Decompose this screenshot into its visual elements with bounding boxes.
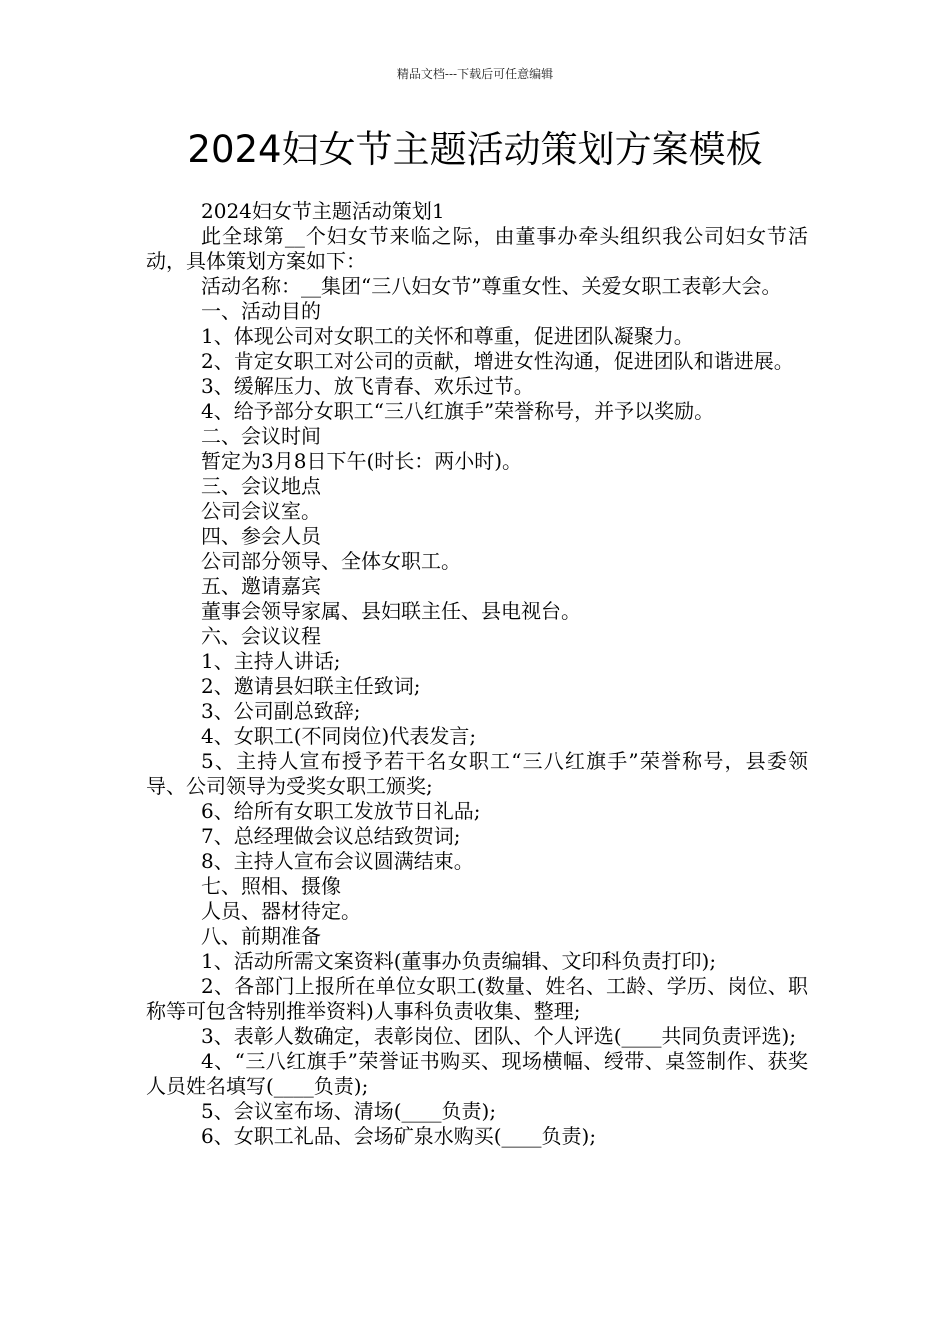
paragraph: 3、表彰人数确定，表彰岗位、团队、个人评选(____共同负责评选);	[201, 1024, 797, 1048]
paragraph: 此全球第__个妇女节来临之际，由董事办牵头组织我公司妇女节活动，具体策划方案如下：	[146, 224, 808, 273]
paragraph: 4、给予部分女职工“三八红旗手”荣誉称号，并予以奖励。	[201, 399, 715, 423]
paragraph: 5、主持人宣布授予若干名女职工“三八红旗手”荣誉称号，县委领导、公司领导为受奖女职工颁奖;	[146, 749, 808, 798]
section-heading: 八、前期准备	[201, 924, 321, 948]
section-heading: 一、活动目的	[201, 299, 321, 323]
document-title: 2024妇女节主题活动策划方案模板	[187, 128, 763, 171]
section-heading: 七、照相、摄像	[201, 874, 341, 898]
section-heading: 二、会议时间	[201, 424, 321, 448]
section-heading: 四、参会人员	[201, 524, 321, 548]
paragraph: 2、各部门上报所在单位女职工(数量、姓名、工龄、学历、岗位、职称等可包含特别推举资料)人事科负责收集、整理;	[146, 974, 808, 1023]
section-heading: 五、邀请嘉宾	[201, 574, 321, 598]
paragraph: 董事会领导家属、县妇联主任、县电视台。	[201, 599, 581, 623]
paragraph: 1、体现公司对女职工的关怀和尊重，促进团队凝聚力。	[201, 324, 694, 348]
paragraph: 6、女职工礼品、会场矿泉水购买(____负责);	[201, 1124, 597, 1148]
paragraph: 3、公司副总致辞;	[201, 699, 361, 723]
paragraph: 7、总经理做会议总结致贺词;	[201, 824, 461, 848]
document-body	[146, 199, 808, 1149]
section-heading: 三、会议地点	[201, 474, 321, 498]
paragraph: 1、活动所需文案资料(董事办负责编辑、文印科负责打印);	[201, 949, 717, 973]
paragraph: 4、“三八红旗手”荣誉证书购买、现场横幅、绶带、桌签制作、获奖人员姓名填写(____负责);	[146, 1049, 808, 1098]
paragraph: 2024妇女节主题活动策划1	[201, 199, 445, 223]
paragraph: 4、女职工(不同岗位)代表发言;	[201, 724, 477, 748]
paragraph: 1、主持人讲话;	[201, 649, 341, 673]
section-heading: 六、会议议程	[201, 624, 321, 648]
paragraph: 6、给所有女职工发放节日礼品;	[201, 799, 481, 823]
paragraph: 3、缓解压力、放飞青春、欢乐过节。	[201, 374, 534, 398]
paragraph: 8、主持人宣布会议圆满结束。	[201, 849, 474, 873]
paragraph: 公司会议室。	[201, 499, 321, 523]
paragraph: 2、肯定女职工对公司的贡献，增进女性沟通，促进团队和谐进展。	[201, 349, 794, 373]
paragraph: 2、邀请县妇联主任致词;	[201, 674, 421, 698]
paragraph: 暂定为3月8日下午(时长：两小时)。	[201, 449, 523, 473]
paragraph: 5、会议室布场、清场(____负责);	[201, 1099, 497, 1123]
paragraph: 公司部分领导、全体女职工。	[201, 549, 461, 573]
header-note: 精品文档---下载后可任意编辑	[396, 67, 554, 81]
paragraph: 人员、器材待定。	[201, 899, 361, 923]
paragraph: 活动名称：__集团“三八妇女节”尊重女性、关爱女职工表彰大会。	[201, 274, 782, 298]
